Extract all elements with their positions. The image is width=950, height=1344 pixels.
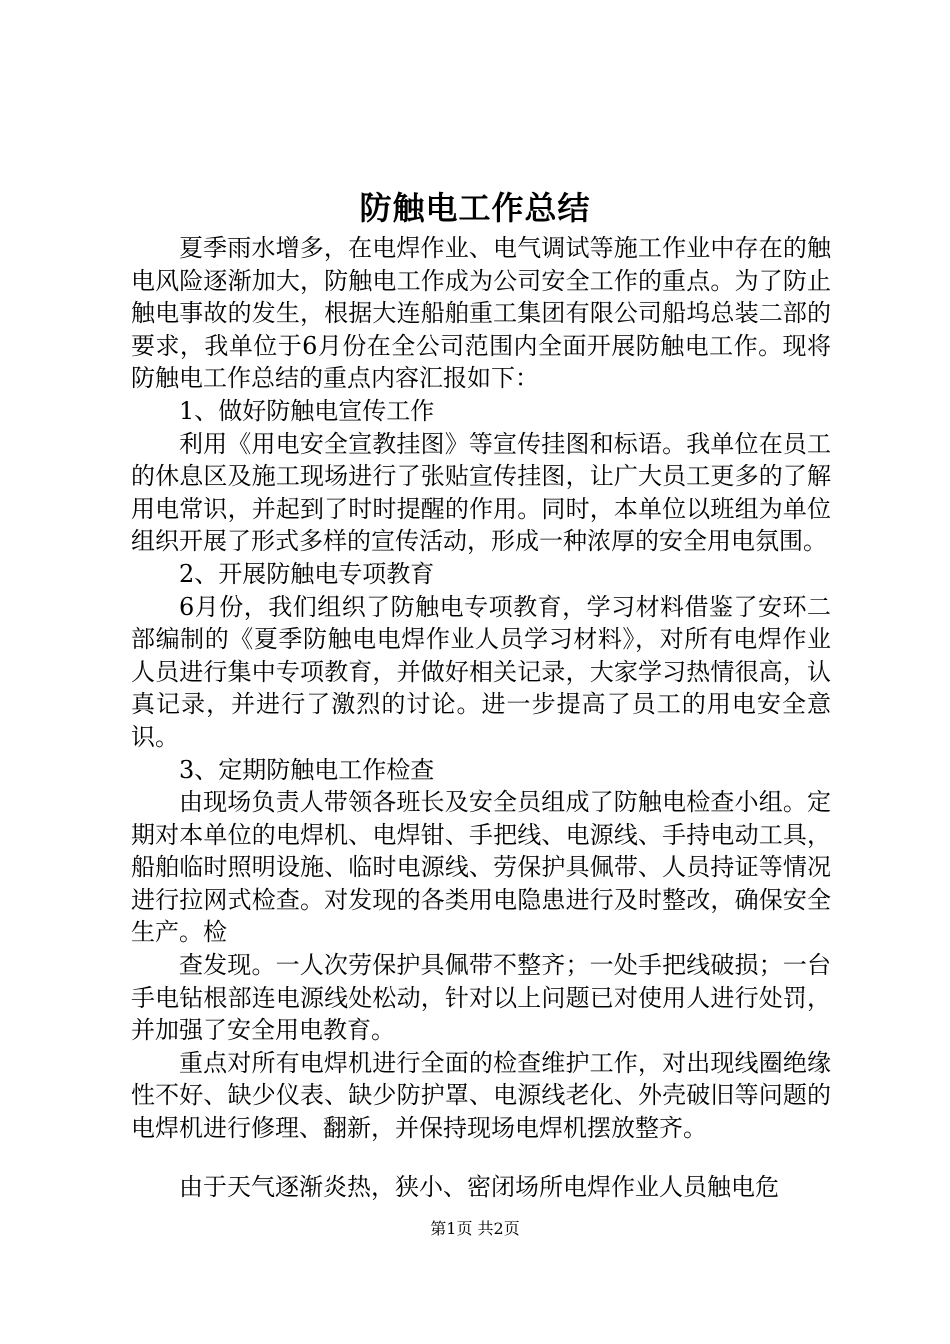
section-heading-3: 3、定期防触电工作检查 [179, 755, 435, 784]
paragraph-gap [131, 1145, 831, 1171]
section-2-paragraph: 6月份，我们组织了防触电专项教育，学习材料借鉴了安环二部编制的《夏季防触电电焊作业人员学习材料》，对所有电焊作业人员进行集中专项教育，并做好相关记录，大家学习热情很高，认真记录，并进行了激烈的讨论。进一步提高了员工的用电安全意识。 [131, 592, 831, 751]
section-heading-1: 1、做好防触电宣传工作 [179, 396, 435, 425]
section-3-paragraph: 由现场负责人带领各班长及安全员组成了防触电检查小组。定期对本单位的电焊机、电焊钳、手把线、电源线、手持电动工具，船舶临时照明设施、临时电源线、劳保护具佩带、人员持证等情况进行拉网式检查。对发现的各类用电隐患进行及时整改，确保安全生产。检 [131, 788, 831, 947]
section-heading-2: 2、开展防触电专项教育 [179, 559, 435, 588]
continued-paragraph: 由于天气逐渐炎热，狭小、密闭场所电焊作业人员触电危 [179, 1172, 779, 1201]
intro-paragraph: 夏季雨水增多，在电焊作业、电气调试等施工作业中存在的触电风险逐渐加大，防触电工作成为公司安全工作的重点。为了防止触电事故的发生，根据大连船舶重工集团有限公司船坞总装二部的要求，我单位于6月份在全公司范围内全面开展防触电工作。现将防触电工作总结的重点内容汇报如下： [131, 234, 831, 393]
page-footer: 第1页 共2页 [430, 1219, 520, 1238]
welder-maintenance-paragraph: 重点对所有电焊机进行全面的检查维护工作，对出现线圈绝缘性不好、缺少仪表、缺少防护罩、电源线老化、外壳破旧等问题的电焊机进行修理、翻新，并保持现场电焊机摆放整齐。 [131, 1048, 831, 1143]
document-title: 防触电工作总结 [359, 189, 591, 227]
document-body [131, 232, 831, 1203]
section-1-paragraph: 利用《用电安全宣教挂图》等宣传挂图和标语。我单位在员工的休息区及施工现场进行了张贴宣传挂图，让广大员工更多的了解用电常识，并起到了时时提醒的作用。同时，本单位以班组为单位组织开展了形式多样的宣传活动，形成一种浓厚的安全用电氛围。 [131, 429, 831, 556]
inspection-findings-paragraph: 查发现。一人次劳保护具佩带不整齐；一处手把线破损；一台手电钻根部连电源线处松动，针对以上问题已对使用人进行处罚，并加强了安全用电教育。 [131, 951, 831, 1045]
